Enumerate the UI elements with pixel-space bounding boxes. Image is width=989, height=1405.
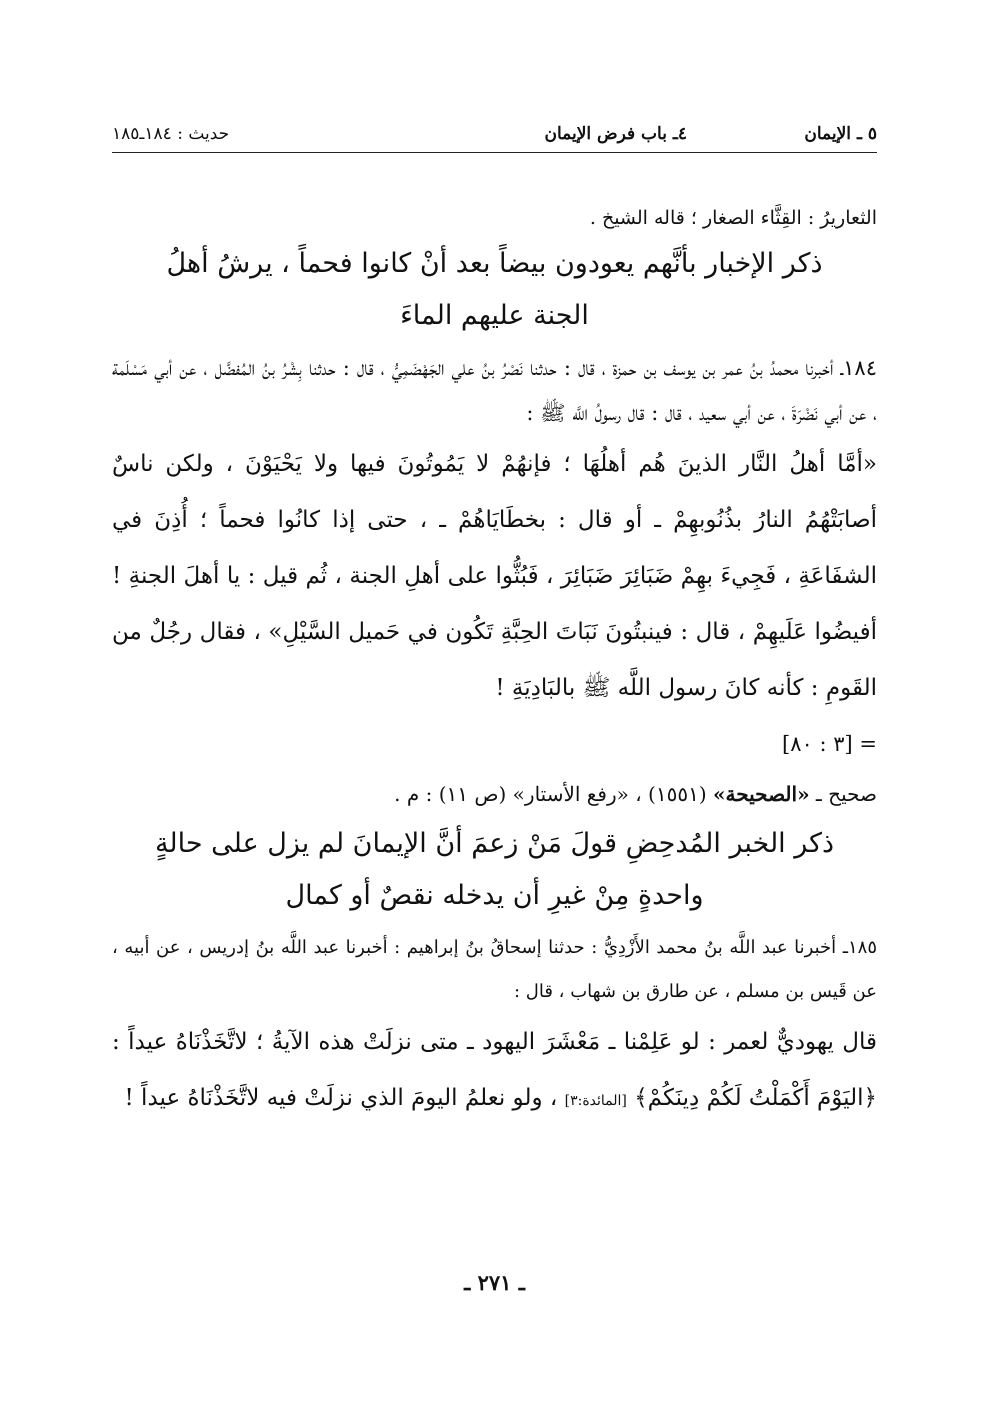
matn-185-part-b: ، ولو نعلمُ اليومَ الذي نزلَتْ فيه لاتَّخَذْنَاهُ عيداً !	[124, 1085, 565, 1111]
running-header	[112, 118, 877, 153]
source-prefix: صحيح ـ	[809, 782, 877, 806]
header-hadith-range: حديث : ١٨٤ـ١٨٥	[112, 124, 230, 144]
isnad-184: ١٨٤ـ أخبرنا محمدُ بنُ عمر بن يوسف بن حمزة ، قال : حدثنا نَصْرُ بنُ علي الجَهْضَمِيُّ ، قال : حدثنا بِشْرُ بنُ المُفضَّل ، عن أبي مَسْلَمة ، عن أبي نَضْرَةَ ، عن أبي سعيد ، قال : قال رسولُ اللَّه ﷺ :	[112, 356, 877, 425]
cross-reference	[112, 716, 877, 772]
header-chapter-title: ٥ ـ الإيمان	[804, 124, 877, 144]
footnote-line: الثعاريرُ : القِثَّاء الصغار ؛ قاله الشيخ .	[589, 207, 877, 229]
quran-reference: [المائدة:٣]	[564, 1093, 627, 1109]
page-body	[112, 200, 877, 1129]
section-heading-1-line-1: ذكر الإخبار بأنَّهم يعودون بيضاً بعد أنْ كانوا فحماً ، يرشُ أهلُ	[166, 248, 823, 279]
source-sahiha: «الصحيحة»	[713, 782, 810, 806]
isnad-185: ١٨٥ـ أخبرنا عبد اللَّه بنُ محمد الأَزْدِيُّ : حدثنا إسحاقُ بنُ إبراهيم : أخبرنا عبد اللَّه بنُ إدريس ، عن أبيه ، عن قَيس بن مسلم ، عن طارق بن شهاب ، قال :	[112, 937, 877, 1002]
section-heading-1	[112, 238, 877, 342]
source-grading	[112, 772, 877, 816]
matn-185-part-a: قال يهوديٌّ لعمر : لو عَلِمْنا ـ مَعْشَرَ اليهود ـ متى نزلَتْ هذه الآيةُ ؛ لاتَّخَذْنَاهُ عيداً : ﴿اليَوْمَ أَكْمَلْتُ لَكُمْ دِينَكُمْ﴾	[112, 1029, 877, 1111]
section-heading-2-line-1: ذكر الخبر المُدحِضِ قولَ مَنْ زعمَ أنَّ الإيمانَ لم يزل على حالةٍ	[154, 828, 835, 859]
matn-184: «أمَّا أهلُ النَّار الذينَ هُم أهلُهَا ؛ فإنهُمْ لا يَمُوتُونَ فيها ولا يَحْيَوْنَ ، ولكن ناسٌ أصابَتْهُمُ النارُ بذُنُوبهِمْ ـ أو قال : بخطَايَاهُمْ ـ ، حتى إذا كانُوا فحماً ؛ أُذِنَ في الشفَاعَةِ ، فَجِيءَ بهِمْ ضَبَائِرَ ضَبَائِرَ ، فَبُثُّوا على أهلِ الجنة ، ثُم قيل : يا أهلَ الجنةِ ! أفيضُوا عَلَيهِمْ ، قال : فينبتُونَ نَبَاتَ الحِبَّةِ تَكُون في حَميل السَّيْلِ» ، فقال رجُلٌ من القَومِ : كأنه كانَ رسول اللَّه ﷺ بالبَادِيَةِ !	[112, 451, 877, 701]
section-heading-2	[112, 818, 877, 922]
section-heading-2-line-2: واحدةٍ مِنْ غيرِ أن يدخله نقصٌ أو كمال	[285, 880, 704, 911]
header-bab-title: ٤ـ باب فرض الإيمان	[544, 124, 687, 144]
cross-reference-text: = [٣ : ٨٠]	[782, 732, 877, 756]
source-rest: (١٥٥١) ، «رفع الأستار» (ص ١١) : م .	[394, 782, 713, 806]
section-heading-1-line-2: الجنة عليهم الماءَ	[400, 300, 589, 331]
matn-185	[112, 1014, 877, 1129]
page-number: ـ ٢٧١ ـ	[464, 1270, 525, 1295]
